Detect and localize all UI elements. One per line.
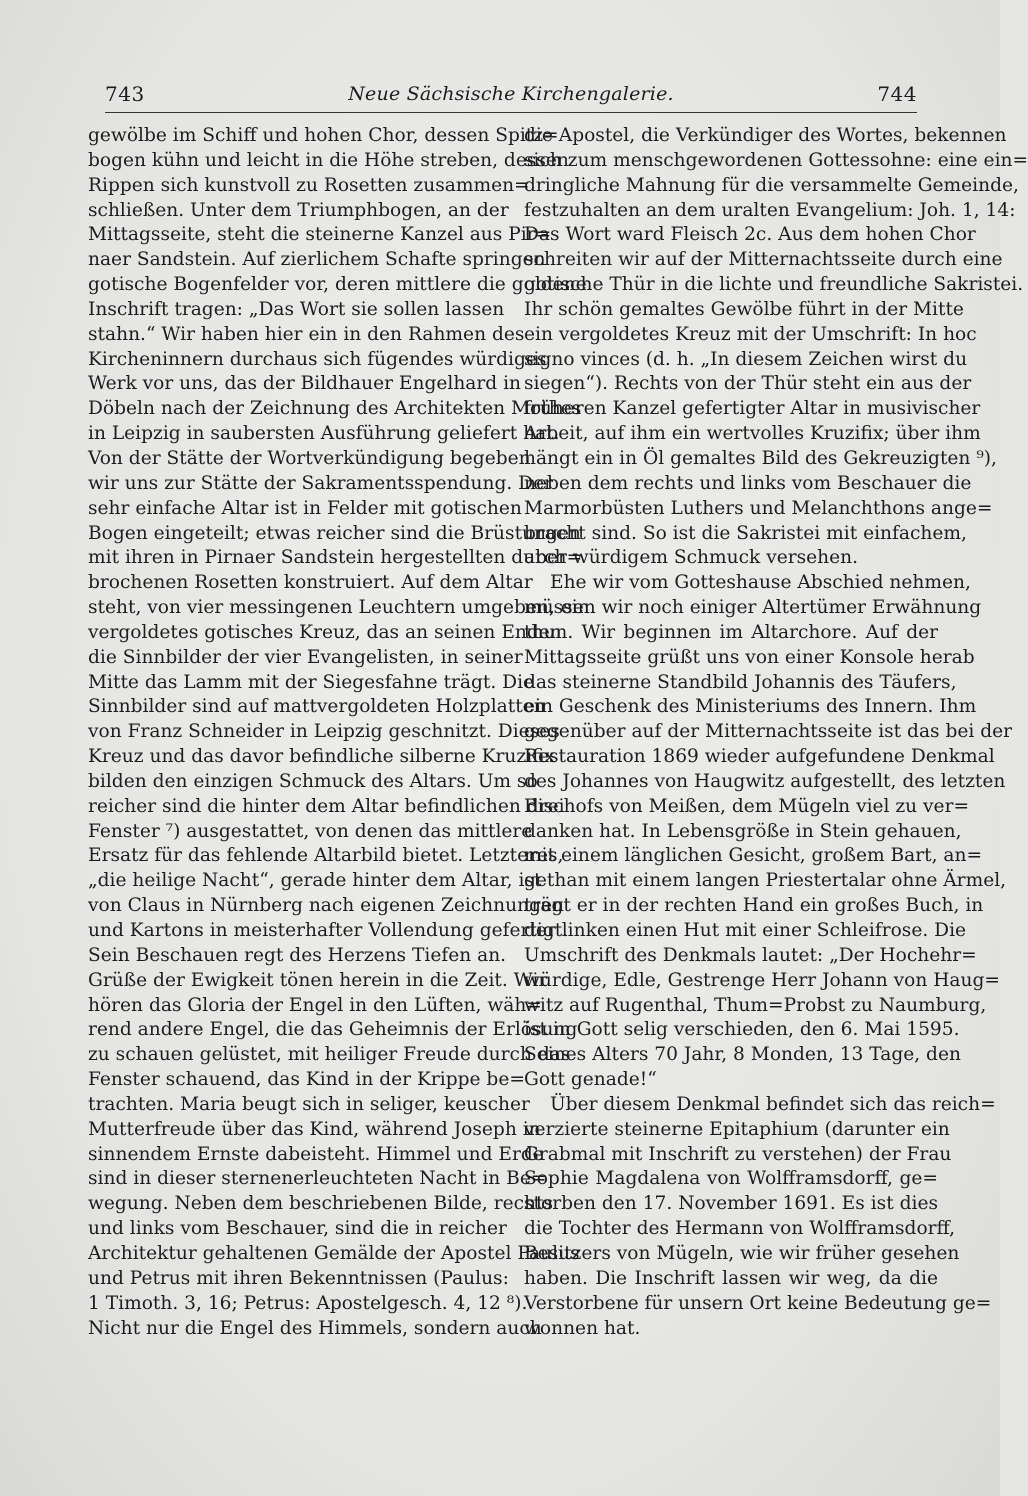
text-line: bracht sind. So ist die Sakristei mit einfachem, bbox=[524, 522, 967, 544]
text-line: Mittagsseite, steht die steinerne Kanzel aus Pir= bbox=[88, 224, 552, 246]
text-line: sich zum menschgewordenen Gottessohne: eine ein= bbox=[524, 149, 1028, 171]
text-line: Verstorbene für unsern Ort keine Bedeutung ge= bbox=[524, 1292, 992, 1314]
text-line: Umschrift des Denkmals lautet: „Der Hochehr= bbox=[524, 944, 977, 966]
text-line: festzuhalten an dem uralten Evangelium: Joh. 1, 14: bbox=[524, 199, 1016, 221]
text-line: haben. Die Inschrift lassen wir weg, da die bbox=[524, 1267, 938, 1289]
text-line: Grabmal mit Inschrift zu verstehen) der Frau bbox=[524, 1143, 952, 1165]
text-line: Nicht nur die Engel des Himmels, sondern auch bbox=[88, 1317, 542, 1339]
text-line: Werk vor uns, das der Bildhauer Engelhard in bbox=[88, 373, 522, 395]
text-line: schreiten wir auf der Mitternachtsseite durch eine bbox=[524, 249, 1003, 271]
text-line: Mitte das Lamm mit der Siegesfahne trägt. Die bbox=[88, 671, 535, 693]
text-line: schließen. Unter dem Triumphbogen, an der bbox=[88, 199, 509, 221]
text-line: Von der Stätte der Wortverkündigung begeben bbox=[88, 447, 531, 469]
text-line: Fenster ⁷) ausgestattet, von denen das mittlere bbox=[88, 820, 533, 842]
text-line: müssen wir noch einiger Altertümer Erwähnung bbox=[524, 597, 982, 619]
text-line: von Franz Schneider in Leipzig geschnitzt. Dieses bbox=[88, 721, 560, 743]
text-line: gotische Thür in die lichte und freundliche Sakristei. bbox=[524, 274, 1024, 296]
text-line: witz auf Rugenthal, Thum=Probst zu Naumburg, bbox=[524, 994, 987, 1016]
page-number-right: 744 bbox=[877, 82, 917, 106]
text-line: wegung. Neben dem beschriebenen Bilde, rechts bbox=[88, 1193, 554, 1215]
text-line: mit einem länglichen Gesicht, großem Bart, an= bbox=[524, 845, 983, 867]
text-line: und links vom Beschauer, sind die in reicher bbox=[88, 1218, 507, 1240]
text-line: hängt ein in Öl gemaltes Bild des Gekreuzigten ⁹), bbox=[524, 447, 997, 469]
text-line: Das Wort ward Fleisch 2c. Aus dem hohen Chor bbox=[524, 224, 976, 246]
page-number-left: 743 bbox=[105, 82, 145, 106]
text-line: storben den 17. November 1691. Es ist dies bbox=[524, 1193, 938, 1215]
text-line: Kreuz und das davor befindliche silberne Kruzifix bbox=[88, 746, 556, 768]
text-line: wir uns zur Stätte der Sakramentsspendung. Der bbox=[88, 472, 553, 494]
text-line: Marmorbüsten Luthers und Melanchthons ange= bbox=[524, 497, 993, 519]
text-line: Rippen sich kunstvoll zu Rosetten zusammen= bbox=[88, 174, 530, 196]
text-line: früheren Kanzel gefertigter Altar in musivischer bbox=[524, 398, 981, 420]
text-line: ein vergoldetes Kreuz mit der Umschrift: In hoc bbox=[524, 323, 977, 345]
text-line: signo vinces (d. h. „In diesem Zeichen wirst du bbox=[524, 348, 968, 370]
text-line: Sein Beschauen regt des Herzens Tiefen an. bbox=[88, 944, 507, 966]
text-line: Architektur gehaltenen Gemälde der Apostel Paulus bbox=[88, 1242, 580, 1264]
text-line: „die heilige Nacht“, gerade hinter dem Altar, ist bbox=[88, 870, 542, 892]
text-line: Restauration 1869 wieder aufgefundene Denkmal bbox=[524, 746, 995, 768]
running-title: Neue Sächsische Kirchengalerie. bbox=[348, 83, 674, 105]
text-line: gotische Bogenfelder vor, deren mittlere die goldene bbox=[88, 274, 587, 296]
text-line: Bogen eingeteilt; etwas reicher sind die Brüstungen bbox=[88, 522, 581, 544]
text-line: zu schauen gelüstet, mit heiliger Freude durch das bbox=[88, 1044, 571, 1066]
text-line: die Apostel, die Verkündiger des Wortes, bekennen bbox=[524, 125, 1007, 146]
text-line: stahn.“ Wir haben hier ein in den Rahmen des bbox=[88, 323, 525, 345]
text-line: ist in Gott selig verschieden, den 6. Mai 1595. bbox=[524, 1019, 960, 1041]
text-line: mit ihren in Pirnaer Sandstein hergestellten durch= bbox=[88, 547, 583, 569]
text-line: siegen“). Rechts von der Thür steht ein aus der bbox=[524, 373, 972, 395]
text-line: trägt er in der rechten Hand ein großes Buch, in bbox=[524, 895, 984, 917]
text-line: verzierte steinerne Epitaphium (darunter ein bbox=[524, 1118, 950, 1140]
text-line: reicher sind die hinter dem Altar befindlichen drei bbox=[88, 795, 565, 817]
text-line: gewölbe im Schiff und hohen Chor, dessen Spitz= bbox=[88, 125, 559, 146]
text-line: würdige, Edle, Gestrenge Herr Johann von Haug= bbox=[524, 969, 1000, 991]
text-line: steht, von vier messingenen Leuchtern umgeben, ein bbox=[88, 597, 590, 619]
text-line: wonnen hat. bbox=[524, 1317, 641, 1339]
text-line: Arbeit, auf ihm ein wertvolles Kruzifix; über ihm bbox=[524, 423, 981, 445]
text-line: in Leipzig in saubersten Ausführung geliefert hat. bbox=[88, 423, 560, 445]
text-line: danken hat. In Lebensgröße in Stein gehauen, bbox=[524, 820, 962, 842]
text-line: Kircheninnern durchaus sich fügendes würdiges bbox=[88, 348, 547, 370]
text-line: Besitzers von Mügeln, wie wir früher gesehen bbox=[524, 1242, 960, 1264]
text-line: thun. Wir beginnen im Altarchore. Auf der bbox=[524, 621, 938, 643]
text-line: brochenen Rosetten konstruiert. Auf dem Altar bbox=[88, 572, 533, 594]
text-line: sehr einfache Altar ist in Felder mit gotischen bbox=[88, 497, 522, 519]
text-line: Bischofs von Meißen, dem Mügeln viel zu ver= bbox=[524, 795, 970, 817]
text-line: sind in dieser sternenerleuchteten Nacht in Be= bbox=[88, 1168, 547, 1190]
text-line: rend andere Engel, die das Geheimnis der Erlösung bbox=[88, 1019, 578, 1041]
text-line: Mutterfreude über das Kind, während Joseph in bbox=[88, 1118, 541, 1140]
text-line: und Petrus mit ihren Bekenntnissen (Paulus: bbox=[88, 1267, 509, 1289]
text-line: neben dem rechts und links vom Beschauer die bbox=[524, 472, 972, 494]
text-line: Sophie Magdalena von Wolfframsdorff, ge= bbox=[524, 1168, 938, 1190]
text-line: die Sinnbilder der vier Evangelisten, in seiner bbox=[88, 646, 523, 668]
text-line: trachten. Maria beugt sich in seliger, keuscher bbox=[88, 1093, 530, 1115]
text-line: Inschrift tragen: „Das Wort sie sollen lassen bbox=[88, 298, 505, 320]
text-line: von Claus in Nürnberg nach eigenen Zeichnungen bbox=[88, 895, 564, 917]
text-line: der linken einen Hut mit einer Schleifrose. Die bbox=[524, 920, 967, 941]
text-line: Grüße der Ewigkeit tönen herein in die Zeit. Wir bbox=[88, 969, 548, 991]
text-line: bogen kühn und leicht in die Höhe streben, dessen bbox=[88, 149, 569, 171]
text-line: 1 Timoth. 3, 16; Petrus: Apostelgesch. 4, 12 ⁸). bbox=[88, 1292, 528, 1314]
text-line: gethan mit einem langen Priestertalar ohne Ärmel, bbox=[524, 870, 1007, 892]
text-line: Gott genade!“ bbox=[524, 1069, 657, 1091]
text-line: Mittagsseite grüßt uns von einer Konsole herab bbox=[524, 646, 975, 668]
text-line: Sinnbilder sind auf mattvergoldeten Holzplatten bbox=[88, 696, 546, 718]
text-line: hören das Gloria der Engel in den Lüften, wäh= bbox=[88, 994, 542, 1016]
text-line: des Johannes von Haugwitz aufgestellt, des letzten bbox=[524, 770, 1006, 792]
text-line: Ihr schön gemaltes Gewölbe führt in der Mitte bbox=[524, 298, 964, 320]
right-text-column bbox=[524, 124, 1028, 1341]
text-line: Über diesem Denkmal befindet sich das reich= bbox=[550, 1093, 996, 1115]
page-header bbox=[105, 78, 917, 113]
text-line: sinnendem Ernste dabeisteht. Himmel und Erde bbox=[88, 1143, 544, 1165]
text-line: dringliche Mahnung für die versammelte Gemeinde, bbox=[524, 174, 1019, 196]
text-line: aber würdigem Schmuck versehen. bbox=[524, 547, 858, 569]
text-line: Döbeln nach der Zeichnung des Architekten Mothes bbox=[88, 398, 582, 420]
text-line: Seines Alters 70 Jahr, 8 Monden, 13 Tage, den bbox=[524, 1044, 961, 1066]
text-line: bilden den einzigen Schmuck des Altars. Um so bbox=[88, 770, 538, 792]
text-line: das steinerne Standbild Johannis des Täufers, bbox=[524, 671, 957, 693]
text-line: Fenster schauend, das Kind in der Krippe be= bbox=[88, 1069, 525, 1091]
text-line: naer Sandstein. Auf zierlichem Schafte springen bbox=[88, 249, 546, 271]
text-line: und Kartons in meisterhafter Vollendung gefertigt. bbox=[88, 920, 569, 941]
text-line: Ersatz für das fehlende Altarbild bietet. Letzteres, bbox=[88, 845, 564, 867]
text-line: gegenüber auf der Mitternachtsseite ist das bei der bbox=[524, 721, 1013, 743]
text-line: ein Geschenk des Ministeriums des Innern. Ihm bbox=[524, 696, 977, 718]
text-line: die Tochter des Hermann von Wolfframsdorff, bbox=[524, 1218, 955, 1240]
text-line: Ehe wir vom Gotteshause Abschied nehmen, bbox=[550, 572, 971, 594]
text-line: vergoldetes gotisches Kreuz, das an seinen Enden bbox=[88, 621, 562, 643]
